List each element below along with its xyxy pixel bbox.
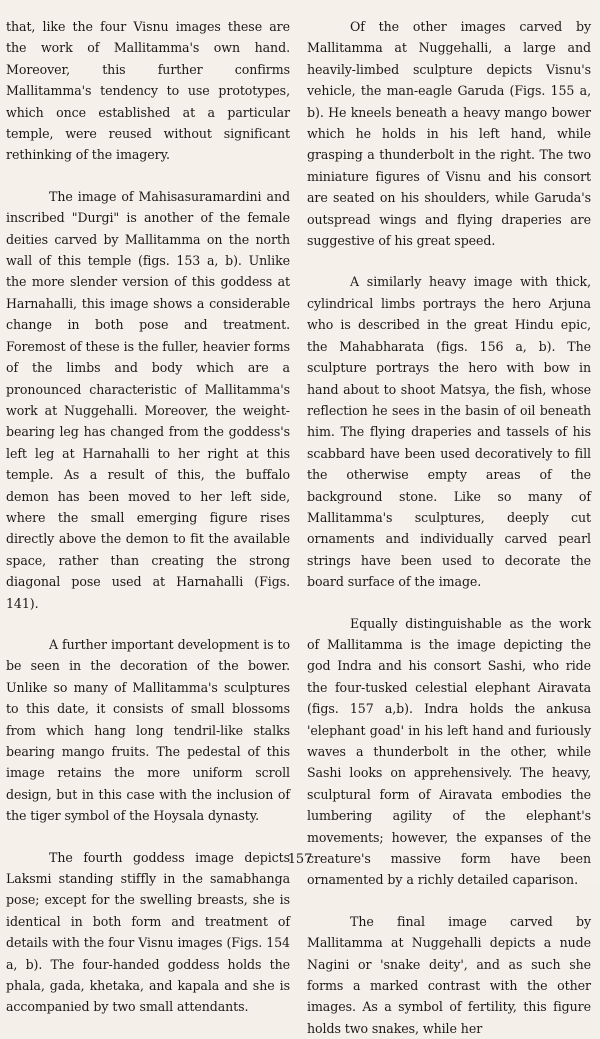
- page-number: 157: [287, 852, 313, 867]
- right-text-column: [307, 16, 591, 1039]
- right-paragraph-4: The final image carved by Mallitamma at Nuggehalli depicts a nude Nagini or 'snake deity', and as such she forms a marked contrast with the other images. As a symbol of fertility, this figure holds two snakes, while her: [307, 913, 591, 1036]
- right-paragraph-1: Of the other images carved by Mallitamma at Nuggehalli, a large and heavily-limbed sculpture depicts Visnu's vehicle, the man-eagle Garuda (Figs. 155 a, b). He kneels beneath a heavy mango bower which he holds in his left hand, while grasping a thunderbolt in the right. The two miniature figures of Visnu and his consort are seated on his shoulders, while Garuda's outspread wings and flying draperies are suggestive of his great speed.: [307, 19, 591, 249]
- right-paragraph-3: Equally distinguishable as the work of Mallitamma is the image depicting the god Indra and his consort Sashi, who ride the four-tusked celestial elephant Airavata (figs. 157 a,b). Indra holds the ankusa 'elephant goad' in his left hand and furiously waves a thunderbolt in the other, while Sashi looks on apprehensively. The heavy, sculptural form of Airavata embodies the lumbering agility of the elephant's movements; however, the expanses of the creature's massive form have been ornamented by a richly detailed caparison.: [307, 615, 591, 888]
- left-paragraph-1: that, like the four Visnu images these are the work of Mallitamma's own hand. Moreover, this further confirms Mallitamma's tendency to use prototypes, which once established at a particular temple, were reused without significant rethinking of the imagery.: [6, 19, 290, 163]
- column-gutter: [296, 0, 297, 885]
- right-paragraph-2: A similarly heavy image with thick, cylindrical limbs portrays the hero Arjuna who is described in the great Hindu epic, the Mahabharata (figs. 156 a, b). The sculpture portrays the hero with bow in hand about to shoot Matsya, the fish, whose reflection he sees in the basin of oil beneath him. The flying draperies and tassels of his scabbard have been used decoratively to fill the otherwise empty areas of the background stone. Like so many of Mallitamma's sculptures, deeply cut ornaments and individually carved pearl strings have been used to decorate the board surface of the image.: [307, 274, 591, 590]
- left-paragraph-4: The fourth goddess image depicts Laksmi standing stiffly in the samabhanga pose; except for the swelling breasts, she is identical in both form and treatment of details with the four Visnu images (Figs. 154 a, b). The four-handed goddess holds the phala, gada, khetaka, and kapala and she is accompanied by two small attendants.: [6, 849, 290, 1015]
- left-paragraph-2: The image of Mahisasuramardini and inscribed "Durgi" is another of the female deities carved by Mallitamma on the north wall of this temple (figs. 153 a, b). Unlike the more slender version of this goddess at Harnahalli, this image shows a considerable change in both pose and treatment. Foremost of these is the fuller, heavier forms of the limbs and body which are a pronounced characteristic of Mallitamma's work at Nuggehalli. Moreover, the weight-bearing leg has changed from the goddess's left leg at Harnahalli to her right at this temple. As a result of this, the buffalo demon has been moved to her left side, where the small emerging figure rises directly above the demon to fit the available space, rather than creating the strong diagonal pose used at Harnahalli (Figs. 141).: [6, 188, 290, 611]
- left-paragraph-3: A further important development is to be seen in the decoration of the bower. Unlike so many of Mallitamma's sculptures to this date, it consists of small blossoms from which hang long tendril-like stalks bearing mango fruits. The pedestal of this image retains the more uniform scroll design, but in this case with the inclusion of the tiger symbol of the Hoysala dynasty.: [6, 636, 290, 824]
